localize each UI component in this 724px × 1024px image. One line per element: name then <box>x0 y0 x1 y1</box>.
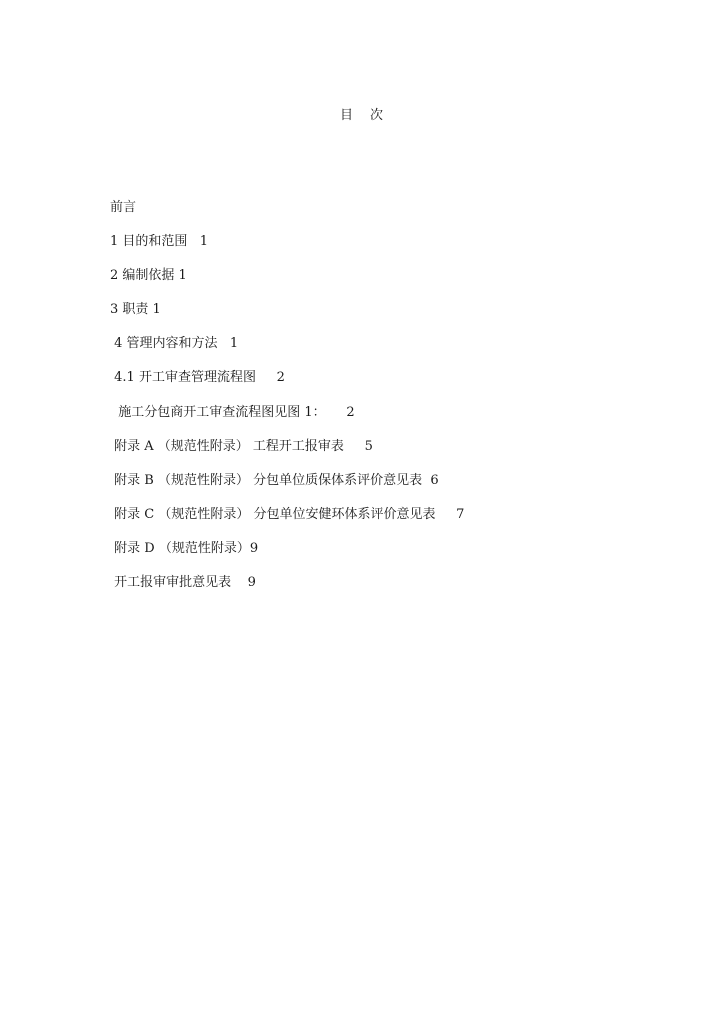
toc-entry-duties[interactable]: 3 职责 1 <box>110 302 161 318</box>
toc-entry-approval-form[interactable]: 开工报审审批意见表 9 <box>110 575 256 591</box>
toc-title <box>0 104 724 123</box>
toc-list <box>110 198 464 607</box>
toc-entry-preface[interactable]: 前言 <box>110 200 137 215</box>
toc-entry-review-flowchart[interactable]: 4.1 开工审查管理流程图 2 <box>110 370 285 386</box>
toc-entry-appendix-d[interactable]: 附录 D （规范性附录）9 <box>110 540 259 556</box>
toc-title-left: 目 <box>339 108 354 123</box>
toc-entry-purpose-scope[interactable]: 1 目的和范围 1 <box>110 234 209 250</box>
toc-entry-management-content[interactable]: 4 管理内容和方法 1 <box>110 336 239 352</box>
toc-entry-appendix-c[interactable]: 附录 C （规范性附录） 分包单位安健环体系评价意见表 7 <box>110 506 465 522</box>
toc-entry-basis[interactable]: 2 编制依据 1 <box>110 268 187 284</box>
toc-entry-appendix-a[interactable]: 附录 A （规范性附录） 工程开工报审表 5 <box>110 438 373 454</box>
toc-title-right: 次 <box>370 108 385 123</box>
toc-entry-appendix-b[interactable]: 附录 B （规范性附录） 分包单位质保体系评价意见表 6 <box>110 472 439 488</box>
toc-entry-subcontractor-flowchart[interactable]: 施工分包商开工审查流程图见图 1： 2 <box>110 404 355 420</box>
